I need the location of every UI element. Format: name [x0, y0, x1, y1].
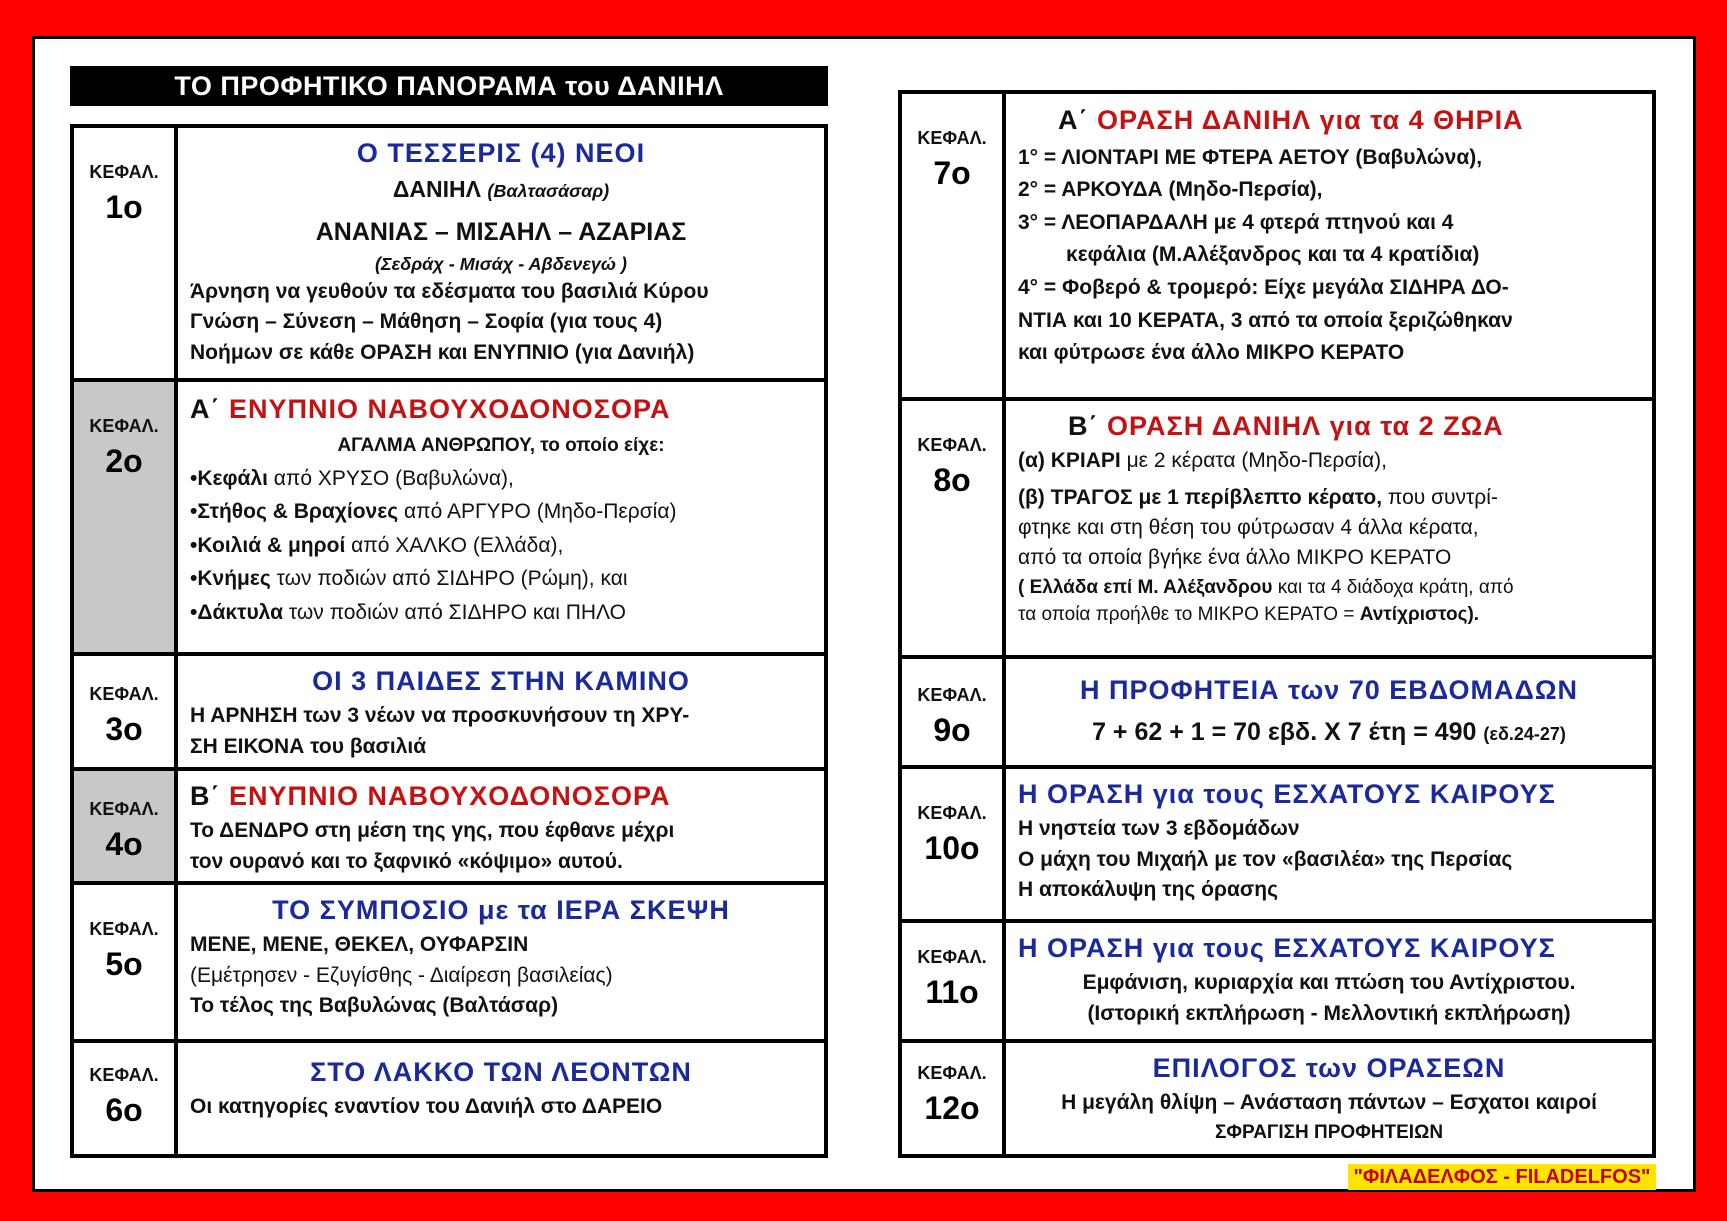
chapter-number: 5ο — [105, 946, 143, 982]
chapter-line: ΣΗ ΕΙΚΟΝΑ του βασιλιά — [190, 734, 427, 758]
chapter-content-9 — [1006, 659, 1652, 765]
chapter-prefix: Α΄ — [190, 394, 221, 424]
list-item — [190, 562, 812, 596]
chapter-row-3 — [74, 656, 824, 767]
chapter-number: 10ο — [924, 830, 980, 866]
list-item — [190, 462, 812, 496]
chapter-heading — [190, 388, 812, 431]
chapter-line-text: με 2 κέρατα (Μηδο-Περσία), — [1120, 449, 1387, 473]
list-item — [190, 529, 812, 563]
chapter-line: Άρνηση να γευθούν τα εδέσματα του βασιλιά Κύρου — [190, 279, 709, 303]
chapter-line: κεφάλια (Μ.Αλέξανδρος και τα 4 κρατίδια) — [1066, 243, 1480, 267]
chapter-number: 4ο — [105, 826, 143, 862]
chapter-heading-text: ΕΝΥΠΝΙΟ ΝΑΒΟΥΧΟΔΟΝΟΣΟΡΑ — [229, 394, 671, 424]
chapter-line: Εμφάνιση, κυριαρχία και πτώση του Αντίχριστου. — [1082, 971, 1576, 995]
chapter-number: 9ο — [933, 712, 971, 748]
list-item-text: των ποδιών από ΣΙΔΗΡΟ και ΠΗΛΟ — [283, 600, 626, 624]
chapter-heading: ΣΤΟ ΛΑΚΚΟ ΤΩΝ ΛΕΟΝΤΩΝ — [310, 1057, 692, 1087]
list-item-text: των ποδιών από ΣΙΔΗΡΟ (Ρώμη), και — [270, 567, 628, 591]
chapter-line-bold: (α) ΚΡΙΑΡΙ — [1018, 449, 1121, 473]
chapter-label: ΚΕΦΑΛ. — [917, 128, 987, 148]
chapter-content-1 — [178, 128, 824, 378]
chapter-line: ΝΤΙΑ και 10 ΚΕΡΑΤΑ, 3 από τα οποία ξεριζώθηκαν — [1018, 308, 1513, 332]
chapter-label-10 — [902, 769, 1002, 919]
chapter-line: ΑΓΑΛΜΑ ΑΝΘΡΩΠΟΥ, το οποίο είχε: — [337, 435, 665, 457]
chapter-heading — [190, 777, 812, 816]
chapter-label: ΚΕΦΑΛ. — [89, 1065, 159, 1085]
chapter-line-text: που συντρί- — [1382, 485, 1498, 509]
list-item-key: •Κεφάλι — [190, 466, 268, 490]
chapter-prefix: Β΄ — [1068, 411, 1099, 441]
list-item-key: •Κοιλιά & μηροί — [190, 533, 346, 557]
chapter-line: Το ΔΕΝΔΡΟ στη μέση της γης, που έφθανε μέχρι — [190, 819, 675, 843]
chapter-line: Η νηστεία των 3 εβδομάδων — [1018, 817, 1300, 841]
chapter-label: ΚΕΦΑΛ. — [917, 803, 987, 823]
chapter-number: 12ο — [924, 1090, 980, 1126]
chapter-line: Νοήμων σε κάθε ΟΡΑΣΗ και ΕΝΥΠΝΙΟ (για Δανιήλ) — [190, 340, 695, 364]
right-column — [898, 90, 1656, 1158]
chapter-row-9 — [902, 659, 1652, 765]
chapter-line: 2° = ΑΡΚΟΥΔΑ (Μηδο-Περσία), — [1018, 178, 1323, 202]
chapter-line: Γνώση – Σύνεση – Μάθηση – Σοφία (για τους 4) — [190, 310, 663, 334]
chapter-line-bold: ( Ελλάδα επί Μ. Αλέξανδρου — [1018, 576, 1273, 598]
chapter-heading: ΟΙ 3 ΠΑΙΔΕΣ ΣΤΗΝ ΚΑΜΙΝΟ — [312, 666, 690, 696]
chapter-line — [1018, 714, 1640, 750]
list-item-key: •Κνήμες — [190, 567, 271, 591]
chapter-line: Η ΑΡΝΗΣΗ των 3 νέων να προσκυνήσουν τη ΧΡΥ- — [190, 704, 690, 728]
chapter-prefix: Β΄ — [190, 781, 221, 811]
chapter-heading: Η ΟΡΑΣΗ για τους ΕΣΧΑΤΟΥΣ ΚΑΙΡΟΥΣ — [1018, 933, 1556, 963]
chapter-line: (Ιστορική εκπλήρωση - Μελλοντική εκπλήρωση) — [1087, 1001, 1571, 1025]
chapter-line — [190, 173, 812, 206]
chapter-line: 1° = ΛΙΟΝΤΑΡΙ ΜΕ ΦΤΕΡΑ ΑΕΤΟΥ (Βαβυλώνα), — [1018, 145, 1483, 169]
chapter-prefix: Α΄ — [1058, 105, 1089, 135]
chapter-row-5 — [74, 885, 824, 1039]
chapter-line — [1018, 483, 1640, 513]
chapter-row-2 — [74, 382, 824, 652]
chapter-line: 4° = Φοβερό & τρομερό: Είχε μεγάλα ΣΙΔΗΡΑ ΔΟ- — [1018, 276, 1509, 300]
chapter-label-8 — [902, 401, 1002, 655]
chapter-line: τον ουρανό και το ξαφνικό «κόψιμο» αυτού. — [190, 849, 623, 873]
chapter-content-10 — [1006, 769, 1652, 919]
chapter-label: ΚΕΦΑΛ. — [89, 684, 159, 704]
chapter-label: ΚΕΦΑΛ. — [89, 799, 159, 819]
chapter-content-11 — [1006, 923, 1652, 1039]
chapter-line: ΜΕΝΕ, ΜΕΝΕ, ΘΕΚΕΛ, ΟΥΦΑΡΣΙΝ — [190, 933, 529, 957]
chapter-row-6 — [74, 1043, 824, 1154]
chapter-content-4 — [178, 771, 824, 881]
chapter-label-7 — [902, 94, 1002, 397]
chapter-label-2 — [74, 382, 174, 652]
chapter-number: 3ο — [105, 711, 143, 747]
chapter-line: (Σεδράχ - Μισάχ - Αβδενεγώ ) — [375, 253, 627, 274]
list-item-key: •Στήθος & Βραχίονες — [190, 500, 399, 524]
chapter-label-12 — [902, 1043, 1002, 1154]
list-item-text: από ΧΡΥΣΟ (Βαβυλώνα), — [267, 466, 514, 490]
chapter-heading-text: ΕΝΥΠΝΙΟ ΝΑΒΟΥΧΟΔΟΝΟΣΟΡΑ — [229, 781, 671, 811]
chapter-number: 2ο — [105, 443, 143, 479]
list-item-text: από ΑΡΓΥΡΟ (Μηδο-Περσία) — [398, 500, 677, 524]
list-item — [190, 596, 812, 630]
chapter-number: 1ο — [105, 189, 143, 225]
chapter-line-text: ΔΑΝΙΗΛ — [392, 176, 481, 203]
chapter-content-2 — [178, 382, 824, 652]
chapter-content-12 — [1006, 1043, 1652, 1154]
chapter-label: ΚΕΦΑΛ. — [917, 685, 987, 705]
chapter-line: Ο μάχη του Μιχαήλ με τον «βασιλέα» της Περσίας — [1018, 847, 1513, 871]
chapter-number: 8ο — [933, 462, 971, 498]
chapter-row-8 — [902, 401, 1652, 655]
chapter-heading: ΕΠΙΛΟΓΟΣ των ΟΡΑΣΕΩΝ — [1152, 1053, 1506, 1083]
chapter-line-text: 7 + 62 + 1 = 70 εβδ. Χ 7 έτη = 490 — [1092, 718, 1477, 747]
chapter-row-7 — [902, 94, 1652, 397]
chapter-line: (Εμέτρησεν - Εζυγίσθης - Διαίρεση βασιλείας) — [190, 963, 613, 987]
chapter-content-3 — [178, 656, 824, 767]
chapter-number: 7ο — [933, 155, 971, 191]
chapter-label-1 — [74, 128, 174, 378]
chapter-label: ΚΕΦΑΛ. — [89, 919, 159, 939]
chapter-heading: Η ΟΡΑΣΗ για τους ΕΣΧΑΤΟΥΣ ΚΑΙΡΟΥΣ — [1018, 779, 1556, 809]
signature-badge: "ΦΙΛΑΔΕΛΦΟΣ - FILADELFOS" — [1348, 1164, 1656, 1190]
chapter-content-6 — [178, 1043, 824, 1154]
chapter-heading: Η ΠΡΟΦΗΤΕΙΑ των 70 ΕΒΔΟΜΑΔΩΝ — [1079, 675, 1579, 705]
chapter-row-10 — [902, 769, 1652, 919]
left-column — [70, 124, 828, 1158]
chapter-line-bold: (β) ΤΡΑΓΟΣ με 1 περίβλεπτο κέρατο, — [1018, 485, 1383, 509]
chapter-number: 6ο — [105, 1092, 143, 1128]
chapter-number: 11ο — [925, 974, 979, 1010]
chapter-label-3 — [74, 656, 174, 767]
chapter-heading-text: ΟΡΑΣΗ ΔΑΝΙΗΛ για τα 4 ΘΗΡΙΑ — [1097, 105, 1524, 135]
chapter-label-9 — [902, 659, 1002, 765]
chapter-content-8 — [1006, 401, 1652, 655]
chapter-line: 3° = ΛΕΟΠΑΡΔΑΛΗ με 4 φτερά πτηνού και 4 — [1018, 210, 1454, 234]
chapter-content-5 — [178, 885, 824, 1039]
list-item — [190, 495, 812, 529]
chapter-heading: Ο ΤΕΣΣΕΡΙΣ (4) ΝΕΟΙ — [356, 138, 646, 168]
chapter-label: ΚΕΦΑΛ. — [917, 947, 987, 967]
chapter-line: ΑΝΑΝΙΑΣ – ΜΙΣΑΗΛ – ΑΖΑΡΙΑΣ — [315, 218, 687, 247]
chapter-label: ΚΕΦΑΛ. — [917, 1063, 987, 1083]
chapter-label-6 — [74, 1043, 174, 1154]
chapter-line — [1018, 446, 1640, 476]
chapter-line: Το τέλος της Βαβυλώνας (Βαλτάσαρ) — [190, 994, 559, 1018]
chapter-line-note: (εδ.24-27) — [1483, 724, 1566, 745]
chapter-heading: ΤΟ ΣΥΜΠΟΣΙΟ με τα ΙΕΡΑ ΣΚΕΨΗ — [272, 895, 730, 925]
chapter-label: ΚΕΦΑΛ. — [89, 416, 159, 436]
list-item-text: από ΧΑΛΚΟ (Ελλάδα), — [345, 533, 564, 557]
chapter-row-12 — [902, 1043, 1652, 1154]
chapter-line-bold: Αντίχριστος). — [1359, 604, 1480, 626]
chapter-heading-text: ΟΡΑΣΗ ΔΑΝΙΗΛ για τα 2 ΖΩΑ — [1107, 411, 1504, 441]
list-item-key: •Δάκτυλα — [190, 600, 283, 624]
chapter-line-text: τα οποία προήλθε το ΜΙΚΡΟ ΚΕΡΑΤΟ = — [1018, 604, 1360, 626]
chapter-label-11 — [902, 923, 1002, 1039]
chapter-line — [1018, 574, 1640, 602]
chapter-line: από τα οποία βγήκε ένα άλλο ΜΙΚΡΟ ΚΕΡΑΤΟ — [1018, 546, 1452, 570]
chapter-label: ΚΕΦΑΛ. — [917, 435, 987, 455]
chapter-label-5 — [74, 885, 174, 1039]
page-title: ΤΟ ΠΡΟΦΗΤΙΚΟ ΠΑΝΟΡΑΜΑ του ΔΑΝΙΗΛ — [70, 66, 828, 106]
chapter-heading — [1058, 100, 1640, 142]
chapter-line: φτηκε και στη θέση του φύτρωσαν 4 άλλα κέρατα, — [1018, 516, 1479, 540]
chapter-label: ΚΕΦΑΛ. — [89, 162, 159, 182]
chapter-label-4 — [74, 771, 174, 881]
chapter-line: Η μεγάλη θλίψη – Ανάσταση πάντων – Εσχατοι καιροί — [1061, 1091, 1597, 1115]
chapter-line — [1018, 601, 1640, 629]
chapter-row-4 — [74, 771, 824, 881]
chapter-content-7 — [1006, 94, 1652, 397]
chapter-line: και φύτρωσε ένα άλλο ΜΙΚΡΟ ΚΕΡΑΤΟ — [1018, 341, 1405, 365]
chapter-row-1 — [74, 128, 824, 378]
chapter-line: Οι κατηγορίες εναντίον του Δανιήλ στο ΔΑΡΕΙΟ — [190, 1095, 663, 1119]
chapter-line: ΣΦΡΑΓΙΣΗ ΠΡΟΦΗΤΕΙΩΝ — [1214, 1121, 1444, 1143]
chapter-line-text: και τα 4 διάδοχα κράτη, από — [1272, 576, 1514, 598]
chapter-row-11 — [902, 923, 1652, 1039]
chapter-line-note: (Βαλτασάσαρ) — [487, 181, 610, 202]
chapter-heading — [1068, 407, 1640, 446]
chapter-line: Η αποκάλυψη της όρασης — [1018, 878, 1279, 902]
